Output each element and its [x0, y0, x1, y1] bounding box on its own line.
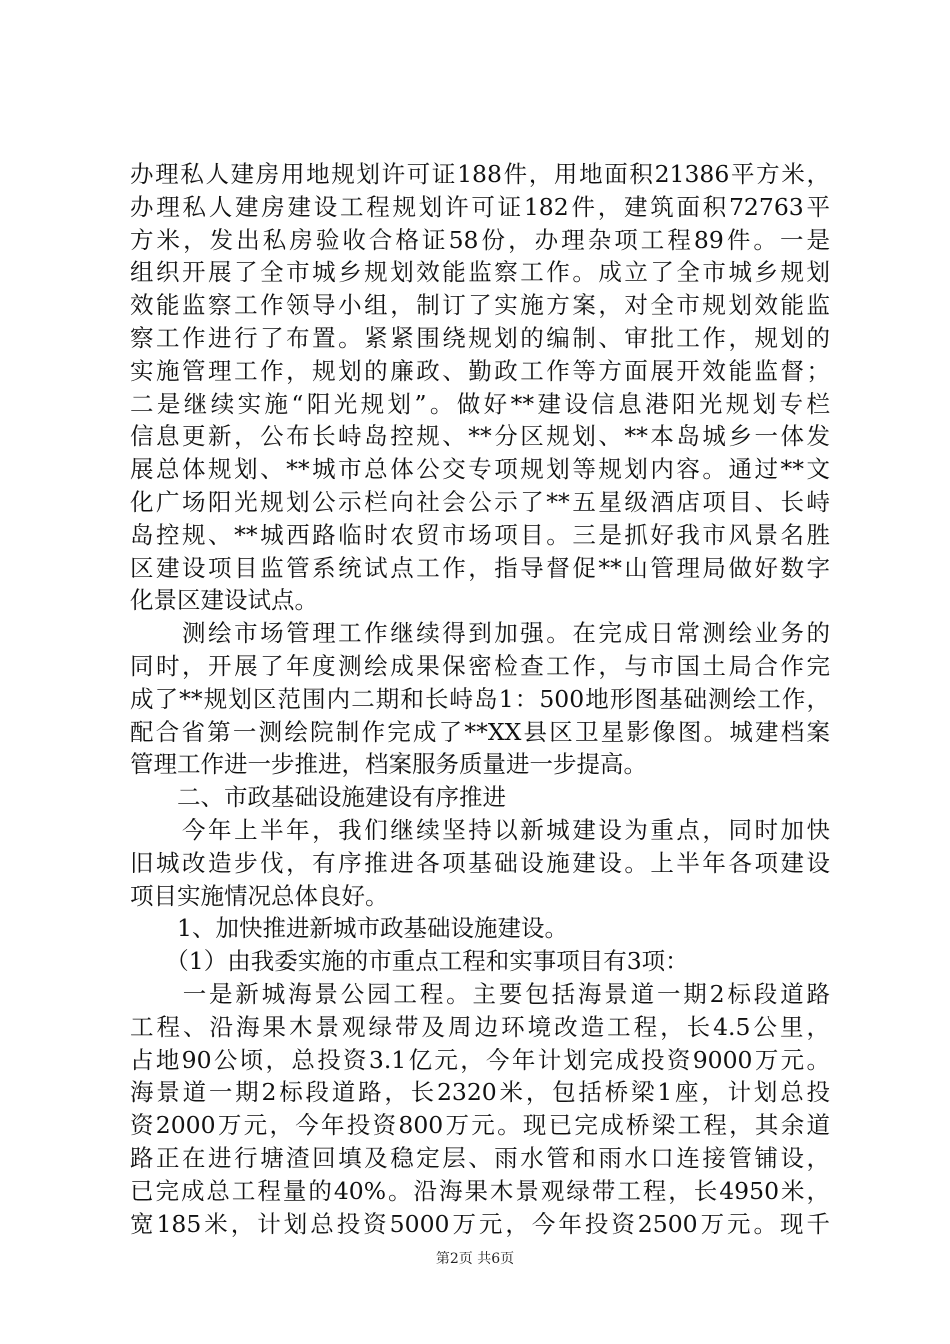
text-line: 配合省第一测绘院制作完成了**XX县区卫星影像图。城建档案	[130, 717, 830, 746]
text-line: 化景区建设试点。	[130, 586, 318, 615]
text-line: 同时，开展了年度测绘成果保密检查工作，与市国土局合作完	[130, 651, 830, 680]
text-line: 化广场阳光规划公示栏向社会公示了**五星级酒店项目、长峙	[130, 487, 830, 516]
text-line: 办理私人建房建设工程规划许可证182件，建筑面积72763平	[130, 192, 830, 221]
page-number-footer: 第2页 共6页	[435, 1251, 515, 1267]
text-line: 已完成总工程量的40%。沿海果木景观绿带工程，长4950米，	[130, 1176, 830, 1205]
text-line: 办理私人建房用地规划许可证188件，用地面积21386平方米，	[130, 160, 830, 188]
text-line: 测绘市场管理工作继续得到加强。在完成日常测绘业务的	[130, 619, 830, 648]
text-line: 实施管理工作，规划的廉政、勤政工作等方面展开效能监督；	[130, 356, 830, 385]
text-line: 效能监察工作领导小组，制订了实施方案，对全市规划效能监	[130, 291, 830, 320]
text-line: 工程、沿海果木景观绿带及周边环境改造工程，长4.5公里，	[130, 1012, 830, 1041]
text-line: 海景道一期2标段道路，长2320米，包括桥梁1座，计划总投	[130, 1078, 830, 1107]
text-line: （1）由我委实施的市重点工程和实事项目有3项：	[130, 947, 689, 976]
text-line: 路正在进行塘渣回填及稳定层、雨水管和雨水口连接管铺设，	[130, 1143, 830, 1172]
text-line: 方米，发出私房验收合格证58份，办理杂项工程89件。一是	[130, 225, 830, 254]
text-line: 1、加快推进新城市政基础设施建设。	[130, 914, 568, 943]
text-line: 展总体规划、**城市总体公交专项规划等规划内容。通过**文	[130, 455, 830, 484]
text-line: 管理工作进一步推进，档案服务质量进一步提高。	[130, 750, 647, 779]
text-line: 岛控规、**城西路临时农贸市场项目。三是抓好我市风景名胜	[130, 520, 830, 549]
text-line: 二、市政基础设施建设有序推进	[130, 783, 506, 812]
text-line: 二是继续实施“阳光规划”。做好**建设信息港阳光规划专栏	[130, 389, 830, 418]
text-line: 项目实施情况总体良好。	[130, 881, 389, 910]
text-line: 一是新城海景公园工程。主要包括海景道一期2标段道路	[130, 979, 830, 1008]
text-line: 旧城改造步伐，有序推进各项基础设施建设。上半年各项建设	[130, 848, 830, 877]
document-body	[130, 158, 830, 1240]
text-line: 察工作进行了布置。紧紧围绕规划的编制、审批工作，规划的	[130, 323, 830, 352]
text-line: 宽185米，计划总投资5000万元，今年投资2500万元。现千	[130, 1209, 830, 1238]
text-line: 今年上半年，我们继续坚持以新城建设为重点，同时加快	[130, 815, 830, 844]
text-line: 信息更新，公布长峙岛控规、**分区规划、**本岛城乡一体发	[130, 422, 830, 451]
text-line: 占地90公顷，总投资3.1亿元，今年计划完成投资9000万元。	[130, 1045, 830, 1074]
text-line: 区建设项目监管系统试点工作，指导督促**山管理局做好数字	[130, 553, 830, 582]
text-line: 成了**规划区范围内二期和长峙岛1：500地形图基础测绘工作，	[130, 684, 830, 713]
text-line: 资2000万元，今年投资800万元。现已完成桥梁工程，其余道	[130, 1111, 830, 1140]
text-line: 组织开展了全市城乡规划效能监察工作。成立了全市城乡规划	[130, 258, 830, 287]
